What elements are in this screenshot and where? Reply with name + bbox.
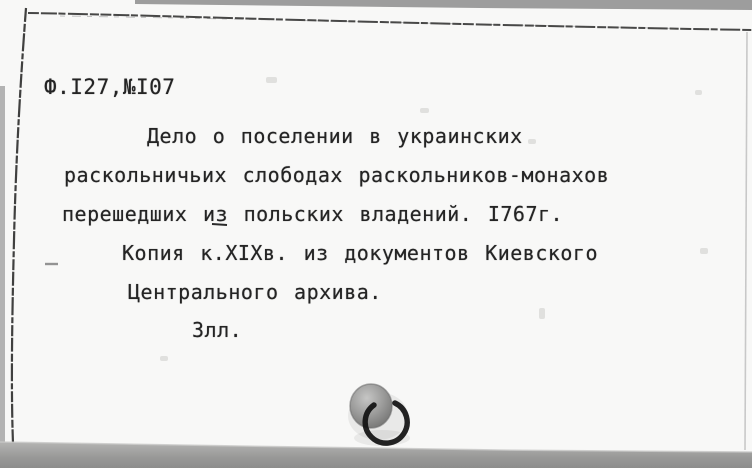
title-line-3: перешедших из польских владений. I767г. bbox=[62, 202, 564, 226]
copy-note-line-1: Копия к.XIXв. из документов Киевского bbox=[122, 241, 599, 265]
fond-reference-number: Ф.I27,№I07 bbox=[44, 75, 176, 99]
title-line-1: Дело о поселении в украинских bbox=[147, 124, 523, 148]
leaf-count: 3лл. bbox=[192, 318, 243, 342]
copy-note-line-2: Центрального архива. bbox=[128, 280, 382, 304]
title-line-2: раскольничьих слободах раскольников-монахов bbox=[64, 163, 610, 187]
